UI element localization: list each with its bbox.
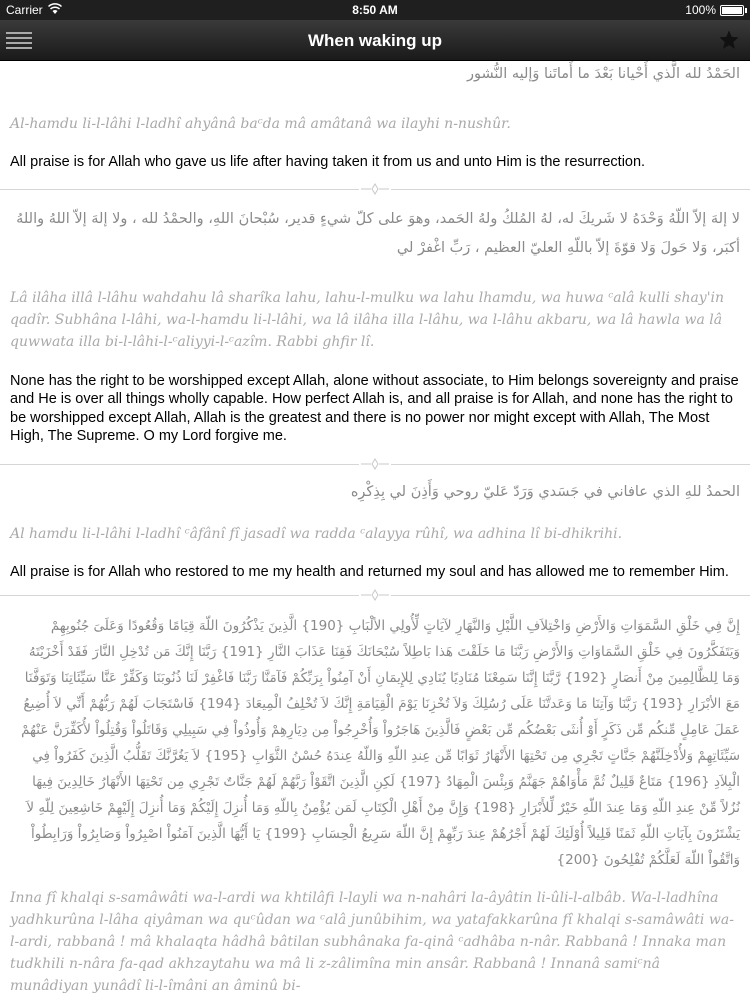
ornament-divider — [0, 464, 750, 466]
dua-list[interactable] — [0, 61, 750, 1000]
dua-item — [0, 61, 750, 172]
page-title: When waking up — [307, 31, 443, 50]
star-icon[interactable] — [718, 29, 740, 51]
ornament-icon — [359, 458, 391, 470]
dua-item — [0, 205, 750, 446]
dua-translation: All praise is for Allah who gave us life after having taken it from us and unto Him is the resurrection. — [10, 154, 646, 170]
navigation-bar — [0, 20, 750, 61]
ornament-divider — [0, 595, 750, 597]
status-bar — [0, 0, 750, 20]
dua-arabic: إِنَّ فِي خَلْقِ السَّمَوَاتِ وَالأَرْضِ وَاخْتِلاَفِ اللَّيْلِ وَالنَّهَارِ لآيَاتٍ لِّأُولِي الألْبَابِ {190} الَّذِينَ يَذْكُرُونَ اللّهَ قِيَامًا وَقُعُودًا وَعَلَىَ جُنُوبِهِمْ وَيَتَفَكَّرُونَ فِي خَلْقِ السَّمَاوَاتِ وَالأَرْضِ رَبَّنَا مَا خَلَقْتَ هَذا بَاطِلاً سُبْحَانَكَ فَقِنَا عَذَابَ النَّارِ {191} رَبَّنَا إِنَّكَ مَن تُدْخِلِ النَّارَ فَقَدْ أَخْزَيْتَهُ وَمَا لِلظَّالِمِينَ مِنْ أَنصَارٍ {192} رَّبَّنَا إِنَّنَا سَمِعْنَا مُنَادِيًا يُنَادِي لِلإِيمَانِ أَنْ آمِنُواْ بِرَبِّكُمْ فَآمَنَّا رَبَّنَا فَاغْفِرْ لَنَا ذُنُوبَنَا وَكَفِّرْ عَنَّا سَيِّئَاتِنَا وَتَوَفَّنَا مَعَ الأبْرَارِ {193} رَبَّنَا وَآتِنَا مَا وَعَدتَّنَا عَلَى رُسُلِكَ وَلاَ تُخْزِنَا يَوْمَ الْقِيَامَةِ إِنَّكَ لاَ تُخْلِفُ الْمِيعَادَ {194} فَاسْتَجَابَ لَهُمْ رَبُّهُمْ أَنِّي لاَ أُضِيعُ عَمَلَ عَامِلٍ مِّنكُم مِّن ذَكَرٍ أَوْ أُنثَى بَعْضُكُم مِّن بَعْضٍ فَالَّذِينَ هَاجَرُواْ وَأُخْرِجُواْ مِن دِيَارِهِمْ وَأُوذُواْ فِي سَبِيلِي وَقَاتَلُواْ وَقُتِلُواْ لأُكَفِّرَنَّ عَنْهُمْ سَيِّئَاتِهِمْ وَلأُدْخِلَنَّهُمْ جَنَّاتٍ تَجْرِي مِن تَحْتِهَا الأَنْهَارُ ثَوَابًا مِّن عِندِ اللّهِ وَاللّهُ عِندَهُ حُسْنُ الثَّوَابِ {195} لاَ يَغُرَّنَّكَ تَقَلُّبُ الَّذِينَ كَفَرُواْ فِي الْبِلاَدِ {196} مَتَاعٌ قَلِيلٌ ثُمَّ مَأْوَاهُمْ جَهَنَّمُ وَبِئْسَ الْمِهَادُ {197} لَكِنِ الَّذِينَ اتَّقَوْاْ رَبَّهُمْ لَهُمْ جَنَّاتٌ تَجْرِي مِن تَحْتِهَا الأَنْهَارُ خَالِدِينَ فِيهَا نُزُلاً مِّنْ عِندِ اللّهِ وَمَا عِندَ اللّهِ خَيْرٌ لِّلأَبْرَارِ {198} وَإِنَّ مِنْ أَهْلِ الْكِتَابِ لَمَن يُؤْمِنُ بِاللّهِ وَمَا أُنزِلَ إِلَيْكُمْ وَمَا أُنزِلَ إِلَيْهِمْ خَاشِعِينَ لِلّهِ لاَ يَشْتَرُونَ بِآيَاتِ اللّهِ ثَمَنًا قَلِيلاً أُوْلَئِكَ لَهُمْ أَجْرُهُمْ عِندَ رَبِّهِمْ إِنَّ اللّهَ سَرِيعُ الْحِسَابِ {199} يَا أَيُّهَا الَّذِينَ آمَنُواْ اصْبِرُواْ وَصَابِرُواْ وَرَابِطُواْ وَاتَّقُواْ اللّهَ لَعَلَّكُمْ تُفْلِحُونَ {200} — [21, 618, 740, 868]
dua-arabic: لا إلهَ إلاّ اللّهُ وَحْدَهُ لا شَريكَ له، لهُ المُلكُ ولهُ الحَمد، وهوَ على كلّ شيءٍ قدير، سُبْحانَ اللهِ، والحمْدُ لله ، ولا إلهَ إلاّ اللهُ واللهُ أكبَر، وَلا حَولَ وَلا قوّةَ إلاّ باللّهِ العليّ العظيم ، رَبِّ اغْفرْ لي — [16, 210, 740, 256]
dua-arabic: الحمدُ للهِ الذي عافاني في جَسَدي وَرَدّ عَليّ روحي وَأَذِنَ لي بِذِكْرِه — [350, 483, 740, 500]
dua-transliteration: Al-hamdu li-l-lâhi l-ladhî ahyânâ baᶜda mâ amâtanâ wa ilayhi n-nushûr. — [10, 116, 511, 132]
battery-icon — [720, 5, 744, 16]
ornament-divider — [0, 189, 750, 191]
dua-item — [0, 613, 750, 997]
dua-translation: All praise is for Allah who restored to me my health and returned my soul and has allowed me to remember Him. — [10, 563, 729, 580]
status-time: 8:50 AM — [352, 3, 398, 17]
ornament-icon — [359, 589, 391, 601]
dua-transliteration: Lâ ilâha illâ l-lâhu wahdahu lâ sharîka lahu, lahu-l-mulku wa lahu lhamdu, wa huwa ᶜalâ kulli shay'in qadîr. Subhâna l-lâhi, wa-l-hamdu li-l-lâhi, wa lâ ilâha illa l-lâhu, wa l-lâhu akbaru, wa lâ hawla wa lâ quwwata illa bi-l-lâhi-l-ᶜaliyyi-l-ᶜazîm. Rabbi ghfir lî. — [10, 289, 725, 350]
dua-translation: None has the right to be worshipped except Allah, alone without associate, to Him belongs sovereignty and praise and He is over all things wholly capable. How perfect Allah is, and all praise is for Allah, and none has the right to be worshipped except Allah, Allah is the greatest and there is no power nor might except with Allah, The Most High, The Supreme. O my Lord forgive me. — [10, 372, 739, 444]
dua-transliteration: Inna fî khalqi s-samâwâti wa-l-ardi wa khtilâfi l-layli wa n-nahâri la-âyâtin li-ûli-l-albâb. Wa-l-ladhîna yadhkurûna l-lâha qiyâman wa quᶜûdan wa ᶜalâ junûbihim, wa yatafakkarûna fî khalqi s-samâwâti wa-l-ardi, rabbanâ ! mâ khalaqta hâdhâ bâtilan subhânaka fa-qinâ ᶜadhâba n-nâr. Rabbanâ ! Innaka man tudkhili n-nâra fa-qad akhzaytahu wa mâ li z-zâlimîna min ansâr. Rabbanâ ! Innanâ samiᶜnâ munâdiyan yunâdî li-l-îmâni an âminû bi- — [10, 890, 734, 994]
dua-arabic: الحَمْدُ لله الَّذي أَحْيانا بَعْدَ ما أَماتَنا وَإليه النُّشور — [466, 66, 740, 82]
battery-percentage: 100% — [685, 3, 716, 17]
carrier-label: Carrier — [6, 3, 43, 17]
battery-fill — [722, 7, 742, 14]
ornament-icon — [359, 183, 391, 195]
dua-transliteration: Al hamdu li-l-lâhi l-ladhî ᶜâfânî fî jasadî wa radda ᶜalayya rûhî, wa adhina lî bi-dhikrihi. — [10, 525, 623, 542]
dua-item — [0, 481, 750, 582]
